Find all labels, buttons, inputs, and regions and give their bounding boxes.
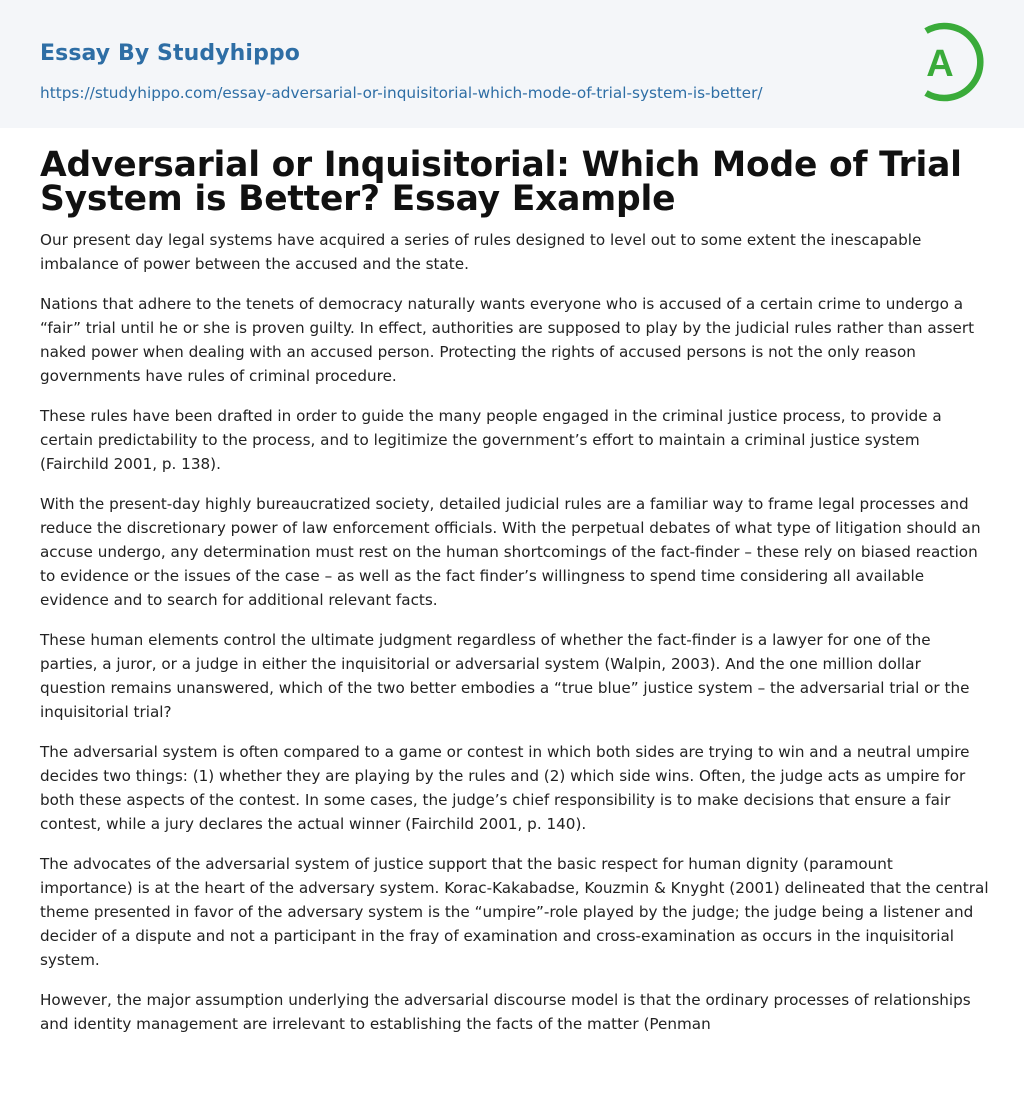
paragraph: The advocates of the adversarial system of justice support that the basic respect for human dignity (paramount importance) is at the heart of the adversary system. Korac-Kakabadse, Kouzmin & Knyght (2001) delineated that the central theme presented in favor of the adversary system is the “umpire”-role played by the judge; the judge being a listener and decider of a dispute and not a participant in the fray of examination and cross-examination as occurs in the inquisitorial system. xyxy=(40,855,989,969)
paragraph: These human elements control the ultimate judgment regardless of whether the fact-finder is a lawyer for one of the parties, a juror, or a judge in either the inquisitorial or adversarial system (Walpin, 2003). And the one million dollar question remains unanswered, which of the two better embodies a “true blue” justice system – the adversarial trial or the inquisitorial trial? xyxy=(40,631,970,721)
essay-body xyxy=(40,228,990,1052)
paragraph: With the present-day highly bureaucratized society, detailed judicial rules are a familiar way to frame legal processes and reduce the discretionary power of law enforcement officials. With the perpetual debates of what type of litigation should an accuse undergo, any determination must rest on the human shortcomings of the fact-finder – these rely on biased reaction to evidence or the issues of the case – as well as the fact finder’s willingness to spend time considering all available evidence and to search for additional relevant facts. xyxy=(40,495,981,609)
site-brand[interactable]: Essay By Studyhippo xyxy=(40,41,300,66)
site-header xyxy=(0,0,1024,128)
paragraph: These rules have been drafted in order to guide the many people engaged in the criminal justice process, to provide a certain predictability to the process, and to legitimize the government’s effort to maintain a criminal justice system (Fairchild 2001, p. 138). xyxy=(40,407,942,473)
essay-url-link[interactable]: https://studyhippo.com/essay-adversarial-or-inquisitorial-which-mode-of-trial-system-is-better/ xyxy=(40,84,763,102)
paragraph: The adversarial system is often compared to a game or contest in which both sides are trying to win and a neutral umpire decides two things: (1) whether they are playing by the rules and (2) which side wins. Often, the judge acts as umpire for both these aspects of the contest. In some cases, the judge’s chief responsibility is to make decisions that ensure a fair contest, while a jury declares the actual winner (Fairchild 2001, p. 140). xyxy=(40,743,970,833)
logo-letter: A xyxy=(926,43,954,85)
page-title: Adversarial or Inquisitorial: Which Mode of Trial System is Better? Essay Example xyxy=(40,145,962,219)
studyhippo-logo-icon[interactable] xyxy=(912,18,988,106)
paragraph: Our present day legal systems have acquired a series of rules designed to level out to some extent the inescapable imbalance of power between the accused and the state. xyxy=(40,231,922,273)
paragraph: Nations that adhere to the tenets of democracy naturally wants everyone who is accused of a certain crime to undergo a “fair” trial until he or she is proven guilty. In effect, authorities are supposed to play by the judicial rules rather than assert naked power when dealing with an accused person. Protecting the rights of accused persons is not the only reason governments have rules of criminal procedure. xyxy=(40,295,975,385)
paragraph: However, the major assumption underlying the adversarial discourse model is that the ordinary processes of relationships and identity management are irrelevant to establishing the facts of the matter (Penman xyxy=(40,991,971,1033)
